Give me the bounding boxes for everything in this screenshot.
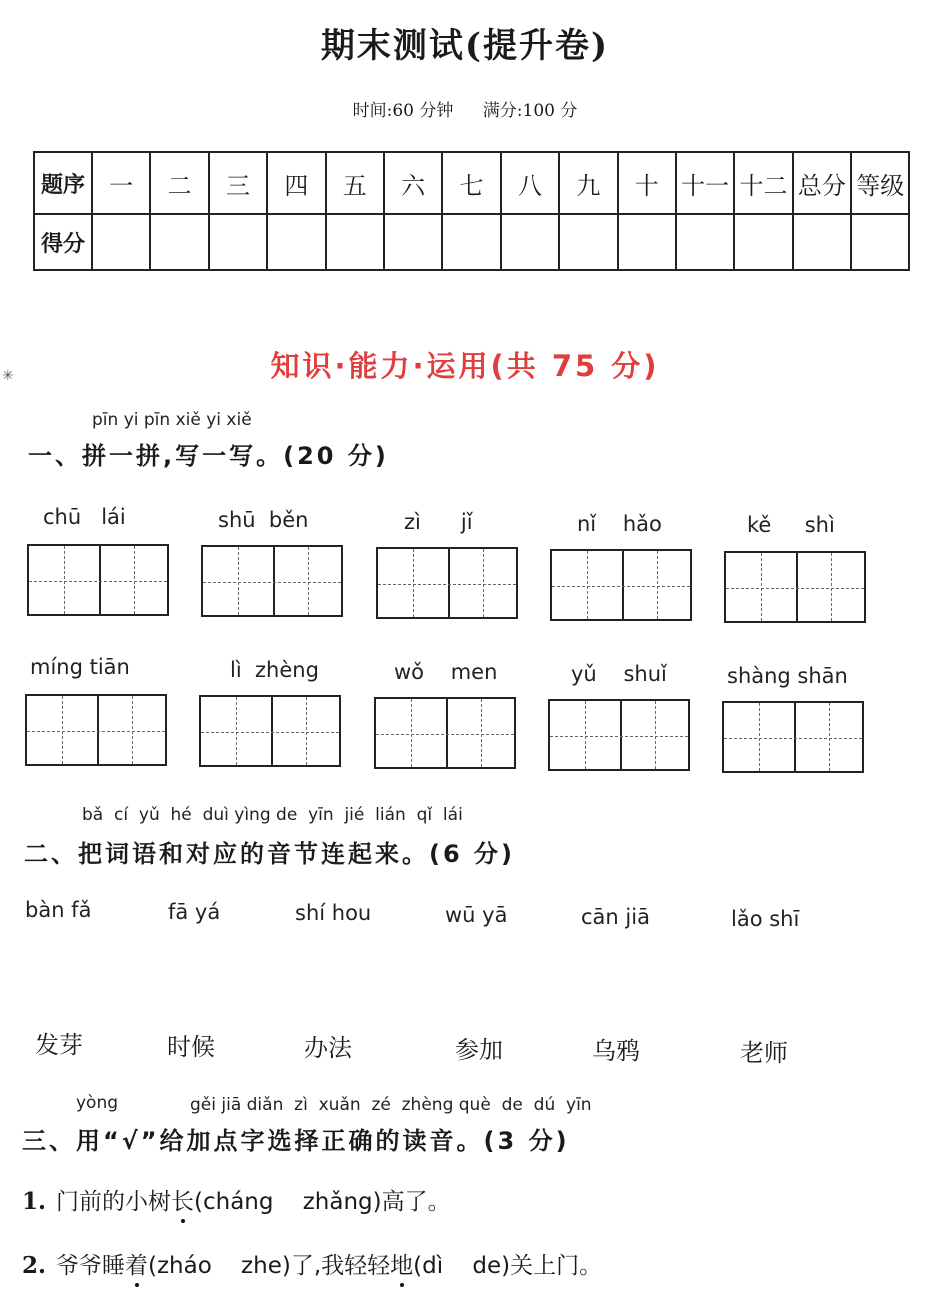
q2-syllable: fā yá <box>168 900 221 924</box>
q2-word: 老师 <box>740 1039 788 1067</box>
writing-grid[interactable] <box>27 544 169 616</box>
table-cell: 十 <box>618 152 676 214</box>
q2-syllable: shí hou <box>295 901 372 925</box>
table-cell: 等级 <box>851 152 909 214</box>
score-cell[interactable] <box>384 214 442 270</box>
score-cell[interactable] <box>267 214 325 270</box>
writing-grid[interactable] <box>199 695 341 767</box>
q1-pinyin: pīn yi pīn xiě yi xiě <box>92 410 252 430</box>
page-title: 期末测试(提升卷) <box>320 26 610 66</box>
score-cell[interactable] <box>92 214 150 270</box>
score-cell[interactable] <box>793 214 851 270</box>
score-cell[interactable] <box>676 214 734 270</box>
q1-word-pinyin: shū běn <box>218 508 309 532</box>
q2-title: 二、把词语和对应的音节连起来。(6 分) <box>24 840 515 868</box>
table-cell: 得分 <box>34 214 92 270</box>
score-cell[interactable] <box>734 214 792 270</box>
q2-syllable: bàn fǎ <box>25 898 92 922</box>
time-limit: 时间:60 分钟 <box>352 101 454 121</box>
score-cell[interactable] <box>209 214 267 270</box>
item-options[interactable]: (cháng zhǎng)高了。 <box>194 1189 451 1215</box>
writing-grid[interactable] <box>25 694 167 766</box>
writing-grid[interactable] <box>201 545 343 617</box>
q1-word-pinyin: shàng shān <box>727 664 848 688</box>
q1-word-pinyin: lì zhèng <box>230 658 319 682</box>
table-cell: 一 <box>92 152 150 214</box>
table-cell: 二 <box>150 152 208 214</box>
q1-word-pinyin: yǔ shuǐ <box>571 662 667 686</box>
q1-title: 一、拼一拼,写一写。(20 分) <box>28 442 389 470</box>
dotted-char: 着 <box>125 1253 149 1279</box>
q3-pinyin-yong: yòng <box>76 1093 119 1113</box>
table-cell: 题序 <box>34 152 92 214</box>
table-cell: 六 <box>384 152 442 214</box>
table-cell: 十一 <box>676 152 734 214</box>
full-score: 满分:100 分 <box>482 101 578 121</box>
table-cell: 总分 <box>793 152 851 214</box>
dotted-char: 地 <box>390 1253 414 1279</box>
table-cell: 九 <box>559 152 617 214</box>
q1-word-pinyin: chū lái <box>43 505 126 529</box>
q3-title: 三、用“√”给加点字选择正确的读音。(3 分) <box>22 1127 570 1155</box>
q2-word: 时候 <box>167 1033 215 1061</box>
table-cell: 七 <box>442 152 500 214</box>
table-cell: 五 <box>326 152 384 214</box>
score-cell[interactable] <box>150 214 208 270</box>
q1-word-pinyin: wǒ men <box>394 660 498 684</box>
exam-info <box>0 96 930 121</box>
writing-grid[interactable] <box>548 699 690 771</box>
dotted-char: 长 <box>171 1189 195 1215</box>
margin-mark: ✳ <box>2 368 14 384</box>
q2-word: 乌鸦 <box>592 1037 640 1065</box>
writing-grid[interactable] <box>374 697 516 769</box>
table-cell: 十二 <box>734 152 792 214</box>
item-number: 2. <box>22 1252 47 1279</box>
item-options[interactable]: (zháo zhe)了,我轻轻 <box>148 1253 391 1279</box>
q2-word: 办法 <box>304 1034 352 1062</box>
item-text: 爷爷睡 <box>56 1253 126 1279</box>
score-cell[interactable] <box>559 214 617 270</box>
item-text: 门前的小树 <box>56 1189 172 1215</box>
q2-pinyin: bǎ cí yǔ hé duì yìng de yīn jié lián qǐ lái <box>82 805 463 825</box>
item-options[interactable]: (dì de)关上门。 <box>413 1253 603 1279</box>
q2-syllable: cān jiā <box>581 905 650 929</box>
writing-grid[interactable] <box>550 549 692 621</box>
score-cell[interactable] <box>851 214 909 270</box>
q3-pinyin: gěi jiā diǎn zì xuǎn zé zhèng què de dú yīn <box>190 1095 592 1115</box>
q2-word: 参加 <box>455 1036 503 1064</box>
q1-word-pinyin: míng tiān <box>30 655 130 679</box>
score-table-header-row <box>34 152 909 214</box>
writing-grid[interactable] <box>376 547 518 619</box>
writing-grid[interactable] <box>724 551 866 623</box>
q1-word-pinyin: zì jǐ <box>404 510 473 534</box>
score-table <box>33 151 910 271</box>
writing-grid[interactable] <box>722 701 864 773</box>
q2-syllable: lǎo shī <box>731 907 800 931</box>
table-cell: 三 <box>209 152 267 214</box>
score-cell[interactable] <box>326 214 384 270</box>
section-title: 知识·能力·运用(共 75 分) <box>270 349 660 383</box>
q3-item-2 <box>22 1247 602 1280</box>
table-cell: 四 <box>267 152 325 214</box>
q1-word-pinyin: nǐ hǎo <box>577 512 662 536</box>
q2-word: 发芽 <box>35 1031 83 1059</box>
table-cell: 八 <box>501 152 559 214</box>
score-table-score-row <box>34 214 909 270</box>
score-cell[interactable] <box>618 214 676 270</box>
q3-item-1 <box>22 1183 451 1216</box>
q2-syllable: wū yā <box>445 903 508 927</box>
q1-word-pinyin: kě shì <box>747 513 835 537</box>
item-number: 1. <box>22 1188 47 1215</box>
score-cell[interactable] <box>501 214 559 270</box>
score-cell[interactable] <box>442 214 500 270</box>
